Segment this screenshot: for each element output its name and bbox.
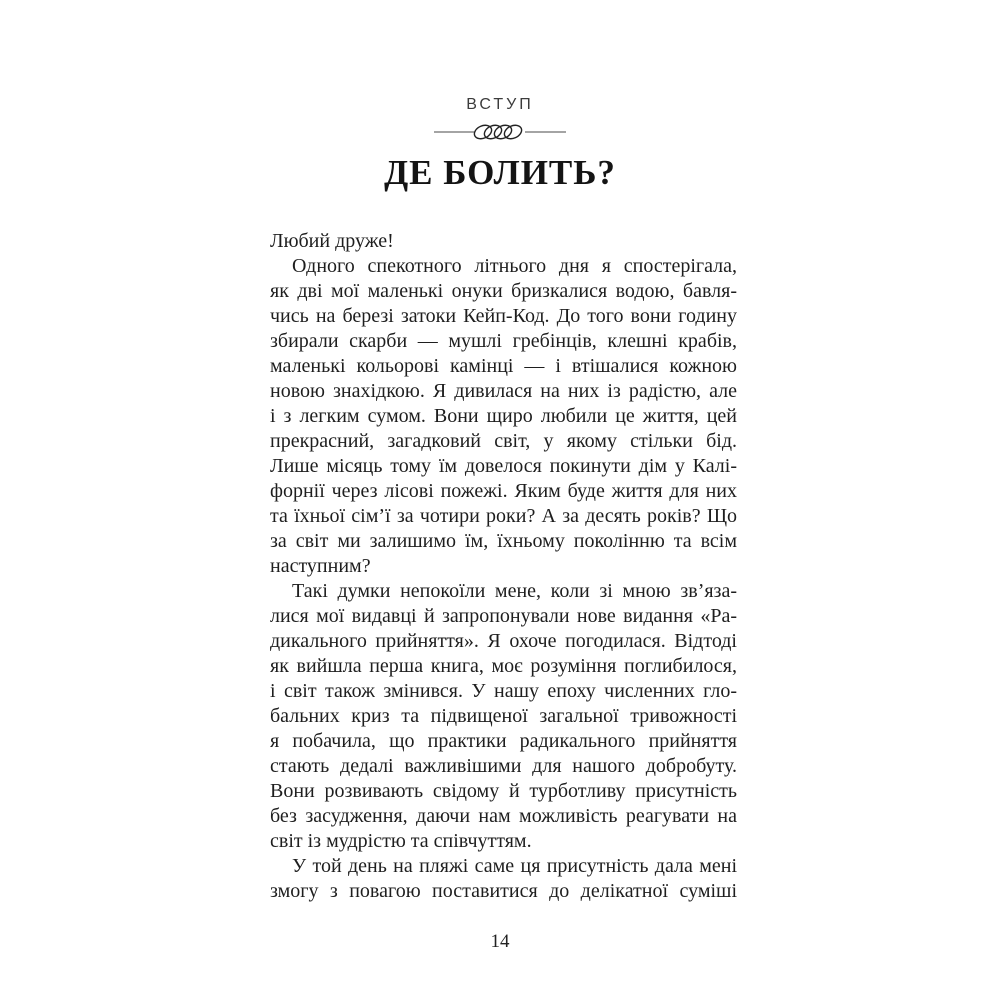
text-line: світ із мудрістю та співчуттям. <box>270 830 532 852</box>
body-text <box>270 229 737 904</box>
text-line: наступним? <box>270 555 371 577</box>
text-line: новою знахідкою. Я дивилася на них із радістю, але <box>270 380 737 402</box>
text-line: Любий друже! <box>270 230 394 252</box>
text-line: за світ ми залишимо їм, їхньому поколінню та всім <box>270 530 737 552</box>
chapter-title: ДЕ БОЛИТЬ? <box>384 153 616 192</box>
text-line: Лише місяць тому їм довелося покинути дім у Калі- <box>270 455 737 477</box>
text-line: Такі думки непокоїли мене, коли зі мною зв’яза- <box>292 580 737 602</box>
text-line: У той день на пляжі саме ця присутність дала мені <box>292 855 737 877</box>
text-line: стають дедалі важливішими для нашого добробуту. <box>270 755 737 777</box>
text-line: дикального прийняття». Я охоче погодилася. Відтоді <box>270 630 737 652</box>
text-line: прекрасний, загадковий світ, у якому стільки бід. <box>270 430 737 452</box>
text-line: Вони розвивають свідому й турботливу присутність <box>270 780 737 802</box>
text-line: чись на березі затоки Кейп-Код. До того вони годину <box>270 305 737 327</box>
text-line: як дві мої маленькі онуки бризкалися водою, бавля- <box>270 280 737 302</box>
text-line: як вийшла перша книга, моє розуміння поглибилося, <box>270 655 737 677</box>
text-line: лися мої видавці й запропонували нове видання «Ра- <box>270 605 737 627</box>
rope-twist-icon <box>434 122 566 142</box>
text-line: форнії через лісові пожежі. Яким буде життя для них <box>270 480 737 502</box>
ornament-divider <box>0 122 1000 142</box>
text-line: і світ також змінився. У нашу епоху численних гло- <box>270 680 737 702</box>
text-line: та їхньої сім’ї за чотири роки? А за десять років? Що <box>270 505 737 527</box>
text-line: маленькі кольорові камінці — і втішалися кожною <box>270 355 737 377</box>
text-line: збирали скарби — мушлі гребінців, клешні крабів, <box>270 330 737 352</box>
text-line: змогу з повагою поставитися до делікатної суміші <box>270 880 737 902</box>
text-line: і з легким сумом. Вони щиро любили це життя, цей <box>270 405 737 427</box>
text-line: Одного спекотного літнього дня я спостерігала, <box>292 255 737 277</box>
section-label: ВСТУП <box>466 96 534 113</box>
text-line: бальних криз та підвищеної загальної тривожності <box>270 705 737 727</box>
text-line: я побачила, що практики радикального прийняття <box>270 730 737 752</box>
page-number: 14 <box>490 931 510 952</box>
text-line: без засудження, даючи нам можливість реагувати на <box>270 805 737 827</box>
